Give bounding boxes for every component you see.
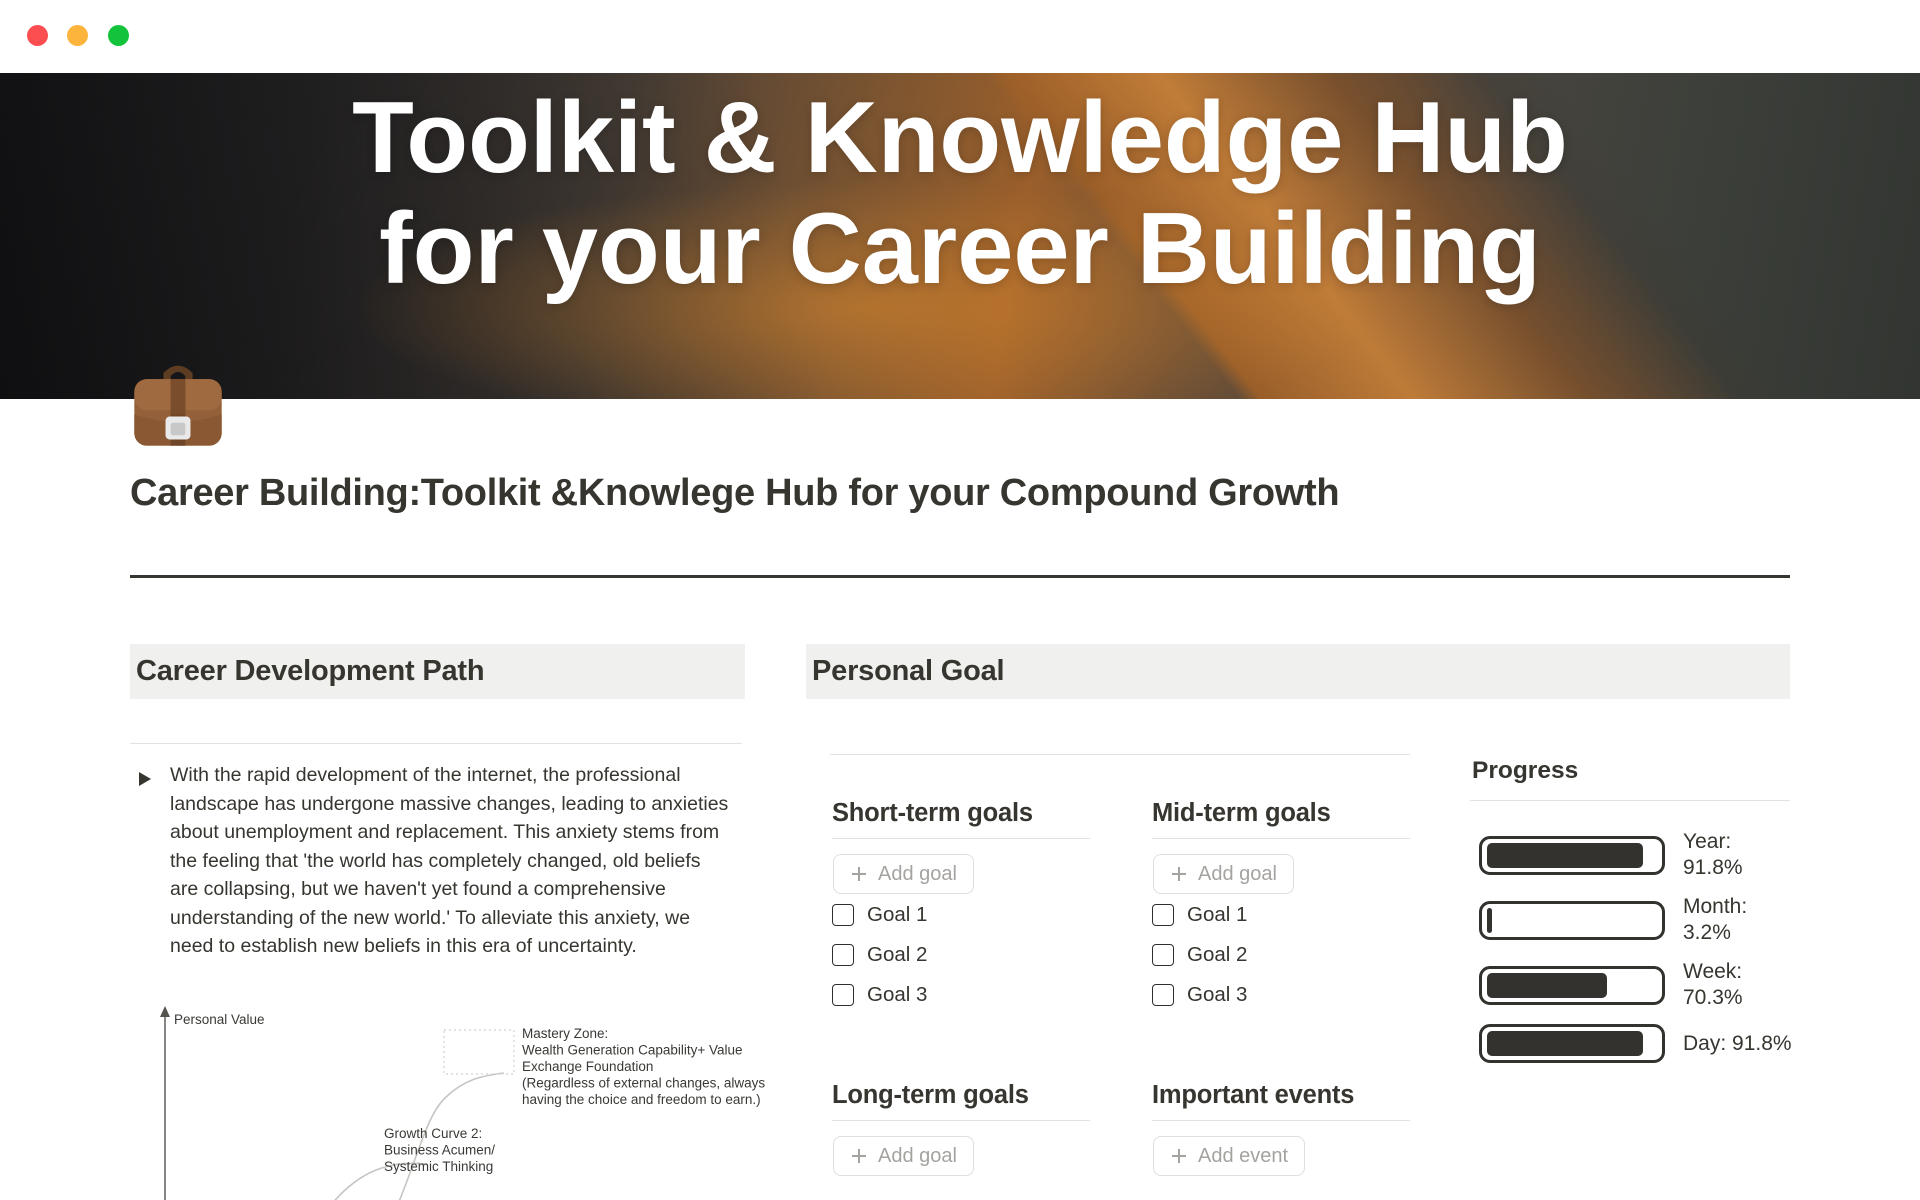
divider [130,743,742,744]
svg-text:Wealth Generation Capability+: Wealth Generation Capability+ Value [522,1042,743,1058]
svg-text:Business Acumen/: Business Acumen/ [384,1142,496,1158]
day-progress-label: Day: 91.8% [1683,1031,1792,1055]
close-button[interactable] [27,25,48,46]
growth-curve-label [384,1126,495,1174]
divider [1152,1120,1410,1121]
month-progress-label: Month: 3.2% [1683,895,1748,944]
page-icon-briefcase-icon[interactable] [126,350,230,454]
svg-text:(Regardless of external change: (Regardless of external changes, always [522,1075,766,1091]
cover-title [0,83,1920,305]
checkbox-unchecked[interactable] [832,944,854,966]
year-progress-bar [1479,836,1665,875]
svg-text:Systemic Thinking: Systemic Thinking [384,1159,494,1174]
goal-checkbox-row[interactable]: Goal 1 [832,901,927,929]
plus-icon [1170,1147,1188,1165]
heading-personal-goal[interactable]: Personal Goal [806,644,1790,699]
axis-arrow-icon [160,1006,170,1017]
toggle-paragraph[interactable]: With the rapid development of the internet, the professional landscape has undergone massive changes, leading to anxieties about unemployment and replacement. This anxiety stems from the feeling that 'the world has completely changed, old beliefs are collapsing, but we haven't yet found a comprehensive understanding of the new world.' To alleviate this anxiety, we need to establish new beliefs in this era of uncertainty. [170,764,729,957]
svg-text:Growth Curve 2:: Growth Curve 2: [384,1126,483,1141]
cover-title-line2: for your Career Building [379,193,1541,306]
goal-checkbox-row[interactable]: Goal 3 [1152,981,1247,1009]
divider [830,754,1410,755]
mastery-zone-label [522,1026,765,1107]
goal-checkbox-row[interactable]: Goal 2 [832,941,927,969]
add-goal-button[interactable]: Add goal [833,1136,974,1176]
section-title: Mid-term goals [1152,799,1331,827]
divider [1152,838,1410,839]
toggle-triangle-icon[interactable] [139,772,151,786]
checkbox-unchecked[interactable] [832,984,854,1006]
section-important-events [1152,1080,1410,1167]
progress-row-day [1479,1024,1794,1063]
checkbox-unchecked[interactable] [1152,904,1174,926]
progress-row-week [1479,959,1794,1011]
section-title: Short-term goals [832,799,1033,827]
progress-row-year [1479,829,1794,881]
plus-icon [850,865,868,883]
checkbox-unchecked[interactable] [1152,984,1174,1006]
goal-checkbox-row[interactable]: Goal 1 [1152,901,1247,929]
svg-text:having the choice and freedom: having the choice and freedom to earn.) [522,1092,761,1107]
goal-checkbox-row[interactable]: Goal 2 [1152,941,1247,969]
zoom-button[interactable] [108,25,129,46]
section-long-term-goals [832,1080,1090,1167]
month-progress-bar [1479,901,1665,940]
growth-curve-figure [130,1000,770,1200]
progress-row-month [1479,894,1794,946]
add-goal-button[interactable]: Add goal [833,854,974,894]
heading-career-development-path[interactable]: Career Development Path [130,644,745,699]
week-progress-label: Week: 70.3% [1683,960,1743,1009]
divider [832,1120,1090,1121]
section-mid-term-goals [1152,798,1410,1006]
plus-icon [850,1147,868,1165]
goal-checkbox-row[interactable]: Goal 3 [832,981,927,1009]
plus-icon [1170,865,1188,883]
section-title: Important events [1152,1081,1355,1109]
add-event-button[interactable]: Add event [1153,1136,1305,1176]
divider [1470,800,1790,801]
page-title[interactable]: Career Building:Toolkit &Knowlege Hub for your Compound Growth [130,472,1340,514]
section-title: Long-term goals [832,1081,1029,1109]
window-titlebar [0,0,1920,73]
svg-text:Mastery Zone:: Mastery Zone: [522,1026,609,1041]
mastery-zone-box [444,1030,514,1074]
year-progress-label: Year: 91.8% [1683,830,1743,879]
section-short-term-goals [832,798,1090,1006]
cover-image[interactable] [0,73,1920,399]
divider [832,838,1090,839]
checkbox-unchecked[interactable] [1152,944,1174,966]
title-divider [130,575,1790,578]
day-progress-bar [1479,1024,1665,1063]
add-goal-button[interactable]: Add goal [1153,854,1294,894]
progress-bars [1479,829,1794,1063]
progress-heading: Progress [1472,757,1579,784]
checkbox-unchecked[interactable] [832,904,854,926]
cover-title-line1: Toolkit & Knowledge Hub [352,82,1568,194]
minimize-button[interactable] [67,25,88,46]
week-progress-bar [1479,966,1665,1005]
figure-y-axis-label: Personal Value [174,1012,265,1027]
svg-text:Exchange Foundation: Exchange Foundation [522,1059,654,1074]
